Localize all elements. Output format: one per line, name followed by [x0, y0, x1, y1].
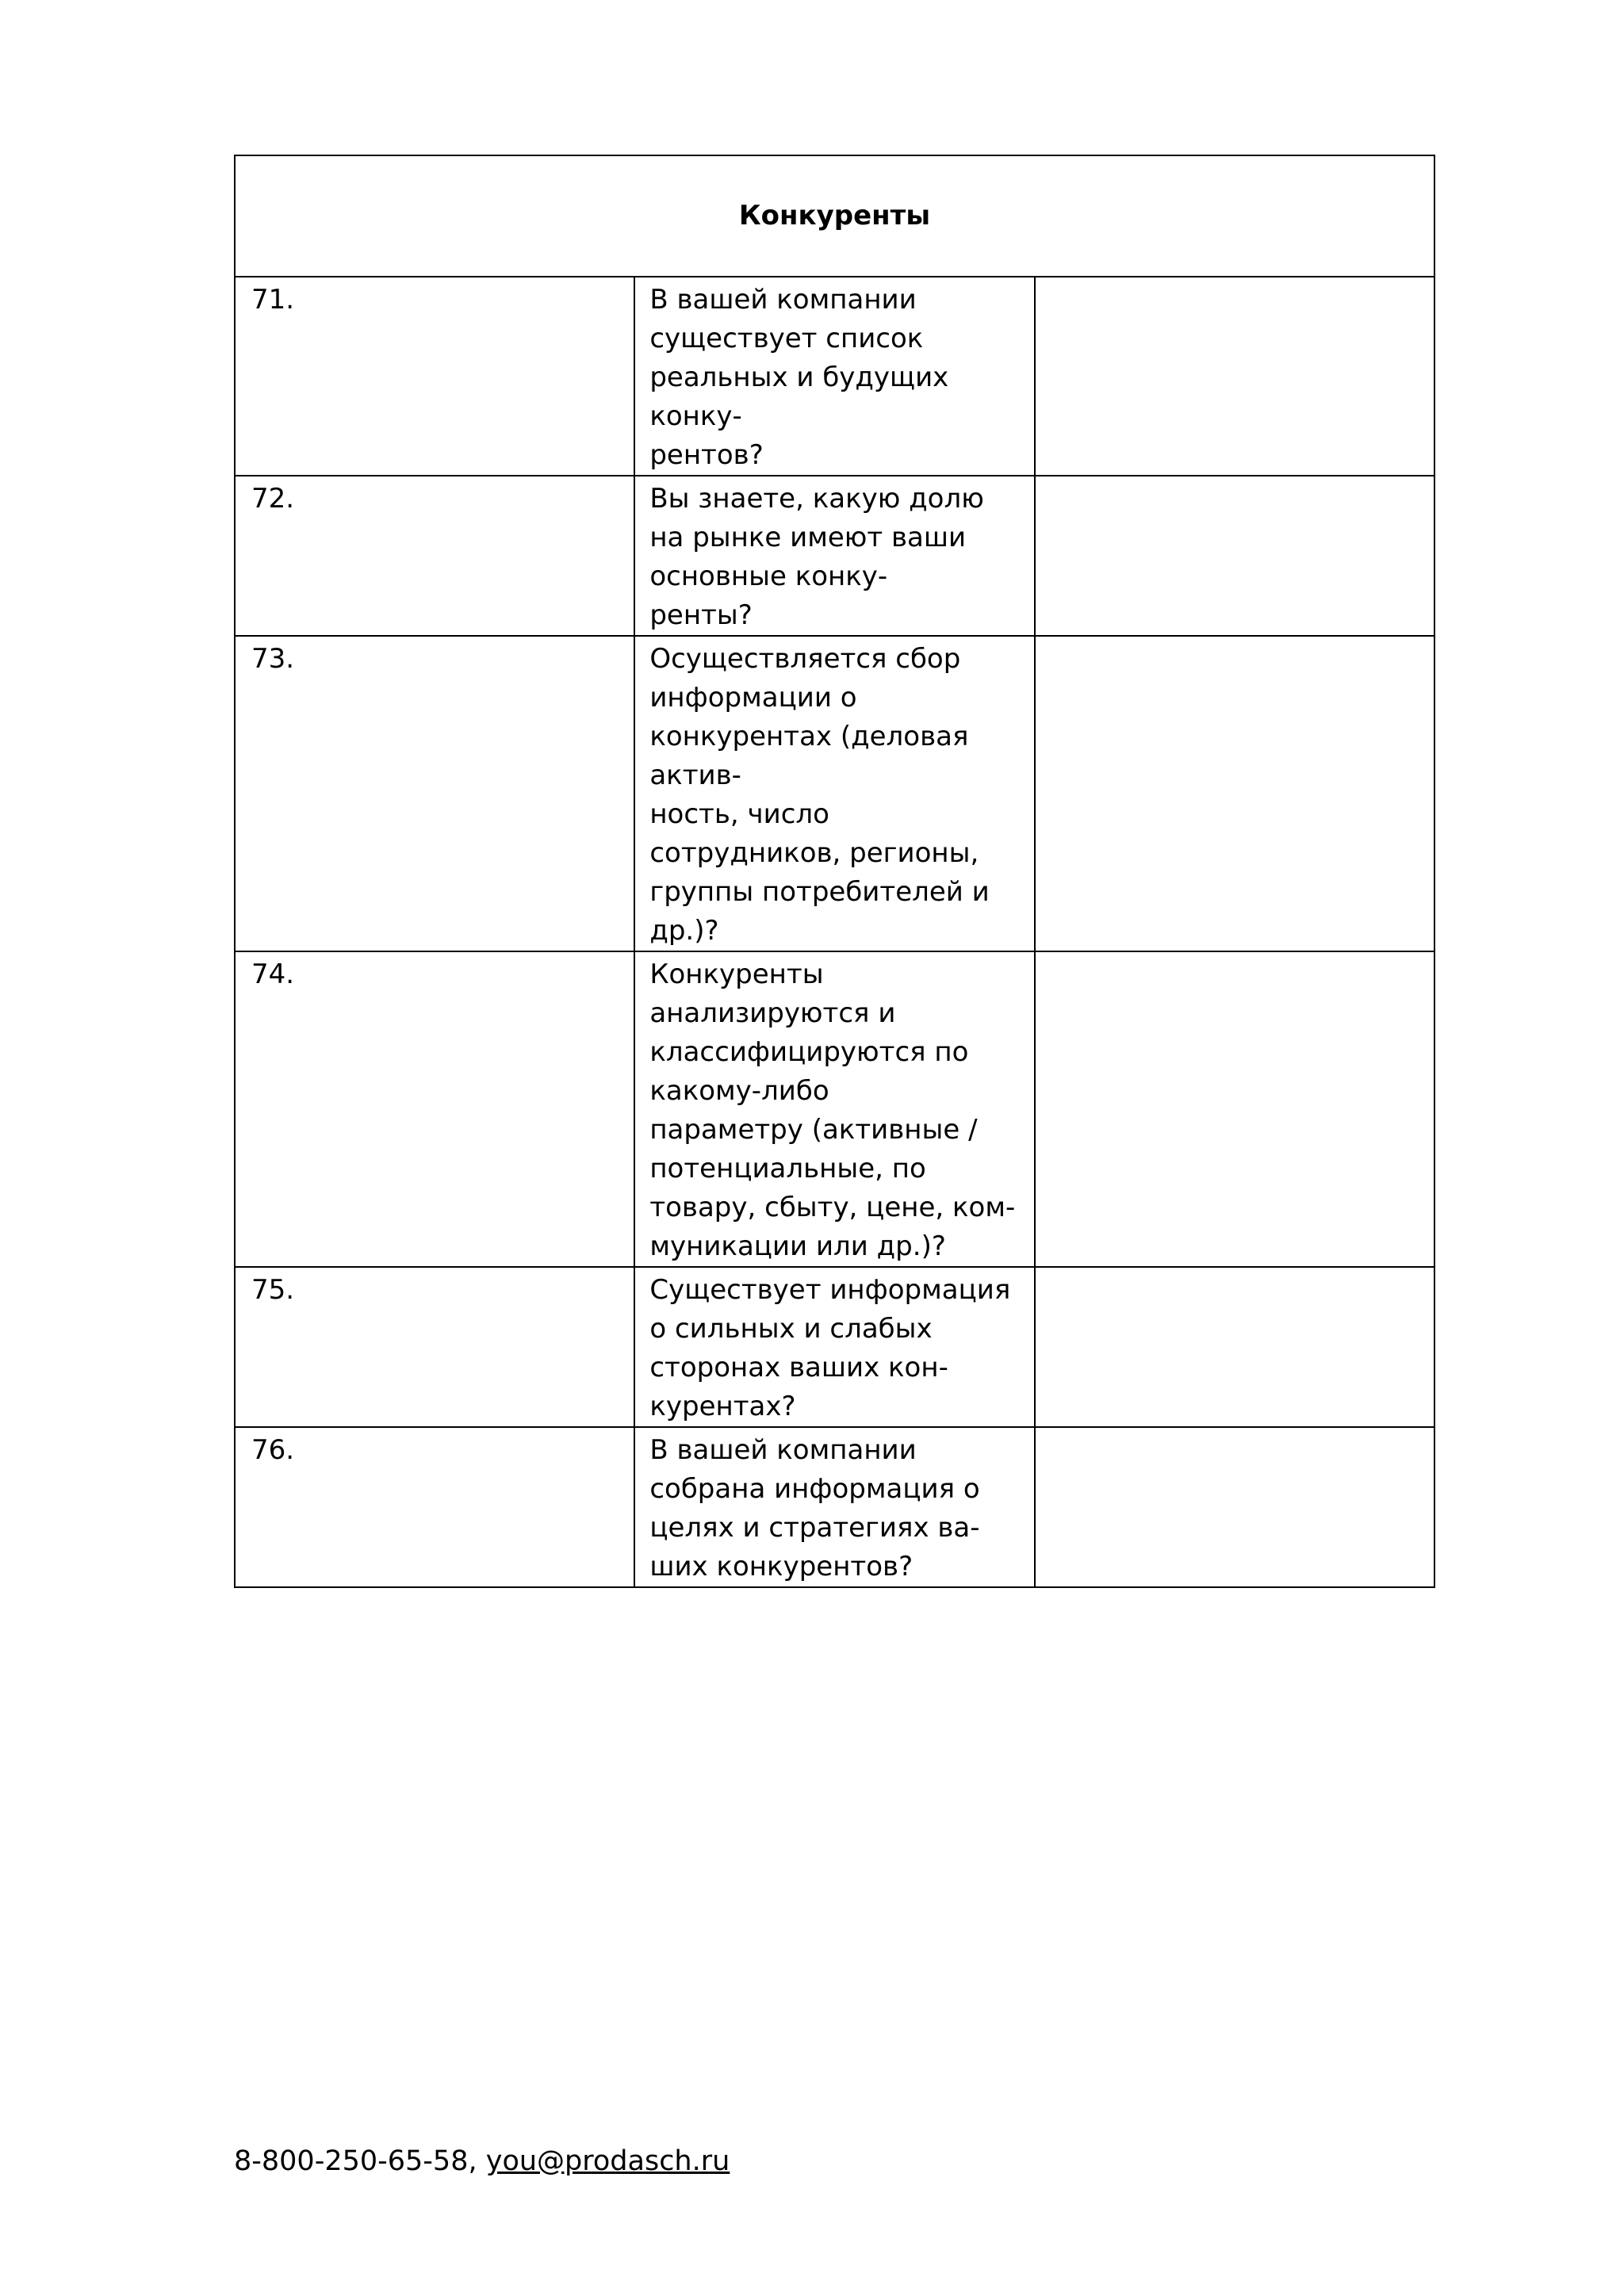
question-row [235, 636, 1434, 951]
question-number: 76. [235, 1427, 634, 1587]
question-row [235, 1427, 1434, 1587]
section-header-row [235, 155, 1434, 277]
question-number: 75. [235, 1267, 634, 1427]
question-number: 74. [235, 951, 634, 1267]
page-footer [234, 2142, 730, 2180]
footer-email-link[interactable]: you@prodasch.ru [485, 2145, 730, 2177]
question-text-line: ших конкурентов? [649, 1551, 914, 1582]
answer-cell[interactable] [1035, 636, 1434, 951]
question-text-line: В вашей компании собрана информация о целях и стратегиях ва- [649, 1434, 980, 1544]
question-text-line: муникации или др.)? [649, 1230, 946, 1262]
answer-cell[interactable] [1035, 1267, 1434, 1427]
answer-cell[interactable] [1035, 1427, 1434, 1587]
answer-cell[interactable] [1035, 476, 1434, 636]
answer-cell[interactable] [1035, 277, 1434, 476]
question-text-line: курентах? [649, 1391, 796, 1422]
question-row [235, 476, 1434, 636]
question-text-line: ренты? [649, 599, 753, 631]
question-text-line: параметру (активные / потенциальные, по товару, сбыту, цене, ком- [649, 1114, 1016, 1223]
question-row [235, 277, 1434, 476]
question-text [634, 476, 1034, 636]
question-text-line: Существует информация о сильных и слабых сторонах ваших кон- [649, 1274, 1011, 1383]
question-text-line: Осуществляется сбор информации о конкурентах (деловая актив- [649, 643, 969, 791]
question-text-line: рентов? [649, 439, 764, 471]
question-text [634, 951, 1034, 1267]
question-text [634, 277, 1034, 476]
question-text-line: Вы знаете, какую долю на рынке имеют ваши основные конку- [649, 483, 984, 592]
section-title: Конкуренты [235, 155, 1434, 277]
question-text [634, 1267, 1034, 1427]
competitors-questionnaire-table [234, 155, 1435, 1588]
question-text-line: ность, число сотрудников, регионы, группы потребителей и др.)? [649, 798, 990, 947]
question-text-line: В вашей компании существует список реальных и будущих конку- [649, 284, 949, 432]
question-text [634, 636, 1034, 951]
question-number: 73. [235, 636, 634, 951]
answer-cell[interactable] [1035, 951, 1434, 1267]
question-row [235, 1267, 1434, 1427]
question-text-line: Конкуренты анализируются и классифицируются по какому-либо [649, 959, 969, 1107]
question-number: 72. [235, 476, 634, 636]
question-number: 71. [235, 277, 634, 476]
question-text [634, 1427, 1034, 1587]
footer-phone: 8-800-250-65-58, [234, 2145, 477, 2177]
question-row [235, 951, 1434, 1267]
